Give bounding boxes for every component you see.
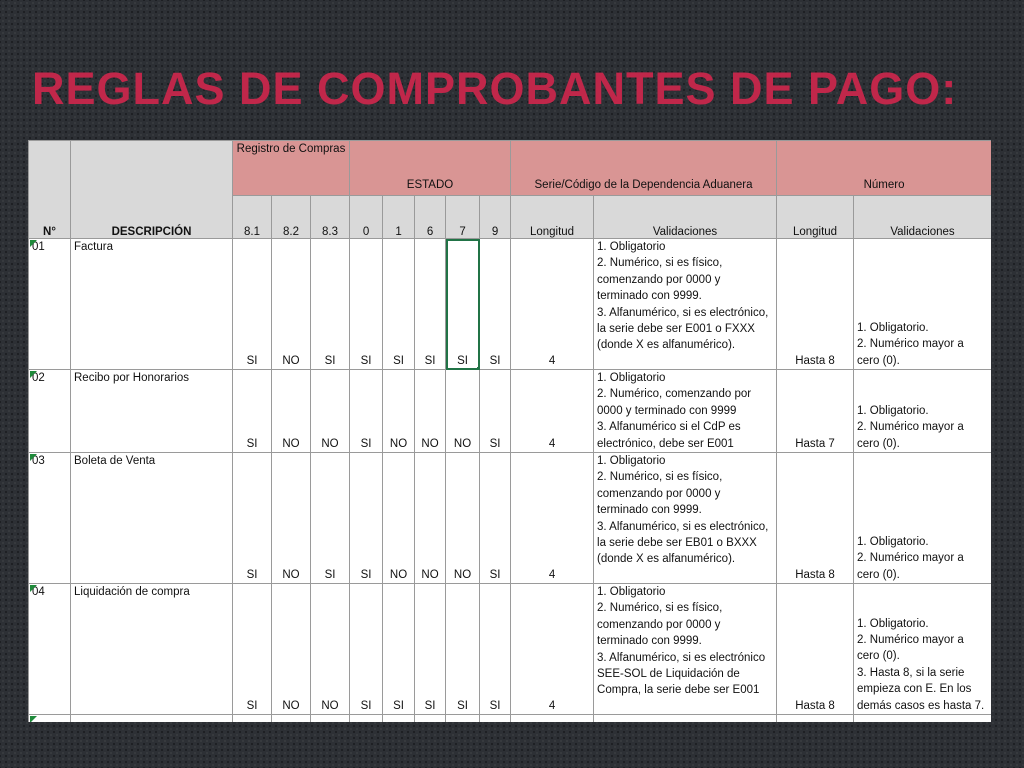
subheader-cell: 0	[350, 196, 383, 239]
cell-flag[interactable]: NO	[272, 370, 311, 453]
header-serie: Serie/Código de la Dependencia Aduanera	[511, 141, 777, 196]
cell-code[interactable]	[29, 715, 71, 722]
cell-numero-longitud[interactable]: Hasta 8	[777, 453, 854, 584]
cell-flag[interactable]: SI	[383, 584, 415, 715]
cell-flag[interactable]: NO	[272, 239, 311, 370]
cell-numero-longitud[interactable]: Hasta 8	[777, 239, 854, 370]
cell-flag[interactable]: SI	[311, 453, 350, 584]
header-estado: ESTADO	[350, 141, 511, 196]
cell-flag[interactable]: NO	[383, 453, 415, 584]
cell-flag[interactable]: NO	[415, 453, 446, 584]
subheader-cell: Validaciones	[594, 196, 777, 239]
table-cell[interactable]	[415, 715, 446, 722]
subheader-cell: 1	[383, 196, 415, 239]
cell-flag[interactable]: NO	[272, 584, 311, 715]
cell-serie-validaciones[interactable]: 1. Obligatorio 2. Numérico, si es físico, comenzando por 0000 y terminado con 9999. 3. Alfanumérico, si es electrónico SEE-SOL de Liquidación de Compra, la serie debe ser E001	[594, 584, 777, 715]
slide-title: REGLAS DE COMPROBANTES DE PAGO:	[32, 63, 958, 114]
cell-flag[interactable]: NO	[311, 370, 350, 453]
subheader-cell: 8.3	[311, 196, 350, 239]
subheader-cell: 6	[415, 196, 446, 239]
table-cell[interactable]	[511, 715, 594, 722]
cell-numero-validaciones[interactable]: 1. Obligatorio. 2. Numérico mayor a cero (0). 3. Hasta 8, si la serie empieza con E. En los demás casos es hasta 7.	[854, 584, 991, 715]
table-cell[interactable]	[383, 715, 415, 722]
header-registro-compras: Registro de Compras	[233, 141, 350, 196]
cell-serie-longitud[interactable]: 4	[511, 239, 594, 370]
subheader-cell: Validaciones	[854, 196, 991, 239]
cell-serie-validaciones[interactable]: 1. Obligatorio 2. Numérico, si es físico, comenzando por 0000 y terminado con 9999. 3. Alfanumérico, si es electrónico, la serie debe ser EB01 o BXXX (donde X es alfanumérico).	[594, 453, 777, 584]
cell-serie-longitud[interactable]: 4	[511, 370, 594, 453]
cell-numero-validaciones[interactable]: 1. Obligatorio. 2. Numérico mayor a cero (0).	[854, 370, 991, 453]
cell-numero-longitud[interactable]: Hasta 7	[777, 370, 854, 453]
header-numero: Número	[777, 141, 991, 196]
header-descripcion: DESCRIPCIÓN	[71, 141, 233, 239]
table-cell[interactable]	[233, 715, 272, 722]
cell-flag[interactable]: NO	[446, 453, 480, 584]
subheader-cell: 7	[446, 196, 480, 239]
cell-flag[interactable]: NO	[446, 370, 480, 453]
cell-flag[interactable]: SI	[446, 239, 480, 370]
cell-serie-validaciones[interactable]: 1. Obligatorio 2. Numérico, si es físico, comenzando por 0000 y terminado con 9999. 3. Alfanumérico, si es electrónico, la serie debe ser E001 o FXXX (donde X es alfanumérico).	[594, 239, 777, 370]
cell-code[interactable]: 03	[29, 453, 71, 584]
cell-flag[interactable]: SI	[350, 370, 383, 453]
spreadsheet	[28, 140, 991, 722]
cell-flag[interactable]: SI	[415, 239, 446, 370]
cell-flag[interactable]: SI	[383, 239, 415, 370]
table-cell[interactable]	[350, 715, 383, 722]
table-row	[29, 370, 992, 453]
cell-flag[interactable]: SI	[446, 584, 480, 715]
cell-flag[interactable]: NO	[272, 453, 311, 584]
table-row	[29, 239, 992, 370]
subheader-cell: 8.1	[233, 196, 272, 239]
cell-serie-longitud[interactable]: 4	[511, 453, 594, 584]
cell-numero-longitud[interactable]: Hasta 8	[777, 584, 854, 715]
table-cell[interactable]	[311, 715, 350, 722]
cell-code[interactable]: 02	[29, 370, 71, 453]
cell-code[interactable]: 04	[29, 584, 71, 715]
table-row	[29, 715, 992, 722]
cell-flag[interactable]: SI	[480, 239, 511, 370]
cell-flag[interactable]: NO	[415, 370, 446, 453]
table-cell[interactable]	[854, 715, 991, 722]
table-cell[interactable]	[480, 715, 511, 722]
cell-serie-longitud[interactable]: 4	[511, 584, 594, 715]
cell-numero-validaciones[interactable]: 1. Obligatorio. 2. Numérico mayor a cero (0).	[854, 239, 991, 370]
cell-flag[interactable]: SI	[350, 453, 383, 584]
cell-serie-validaciones[interactable]: 1. Obligatorio 2. Numérico, comenzando por 0000 y terminado con 9999 3. Alfanumérico si el CdP es electrónico, debe ser E001	[594, 370, 777, 453]
subheader-cell: 8.2	[272, 196, 311, 239]
cell-flag[interactable]: NO	[383, 370, 415, 453]
table-row	[29, 453, 992, 584]
cell-flag[interactable]: SI	[233, 239, 272, 370]
table-cell[interactable]	[71, 715, 233, 722]
subheader-cell: Longitud	[777, 196, 854, 239]
cell-code[interactable]: 01	[29, 239, 71, 370]
table-row	[29, 584, 992, 715]
cell-flag[interactable]: SI	[233, 453, 272, 584]
header-no: N°	[29, 141, 71, 239]
cell-flag[interactable]: SI	[480, 453, 511, 584]
cell-flag[interactable]: SI	[415, 584, 446, 715]
cell-flag[interactable]: SI	[350, 584, 383, 715]
cell-numero-validaciones[interactable]: 1. Obligatorio. 2. Numérico mayor a cero (0).	[854, 453, 991, 584]
cell-flag[interactable]: SI	[480, 584, 511, 715]
table-cell[interactable]	[272, 715, 311, 722]
rules-table	[28, 140, 991, 722]
table-cell[interactable]	[777, 715, 854, 722]
cell-flag[interactable]: SI	[233, 584, 272, 715]
cell-flag[interactable]: SI	[480, 370, 511, 453]
table-cell[interactable]	[446, 715, 480, 722]
table-cell[interactable]	[594, 715, 777, 722]
cell-descripcion[interactable]: Liquidación de compra	[71, 584, 233, 715]
cell-descripcion[interactable]: Boleta de Venta	[71, 453, 233, 584]
cell-flag[interactable]: NO	[311, 584, 350, 715]
subheader-cell: Longitud	[511, 196, 594, 239]
cell-flag[interactable]: SI	[233, 370, 272, 453]
subheader-cell: 9	[480, 196, 511, 239]
cell-flag[interactable]: SI	[311, 239, 350, 370]
cell-descripcion[interactable]: Factura	[71, 239, 233, 370]
cell-descripcion[interactable]: Recibo por Honorarios	[71, 370, 233, 453]
cell-flag[interactable]: SI	[350, 239, 383, 370]
